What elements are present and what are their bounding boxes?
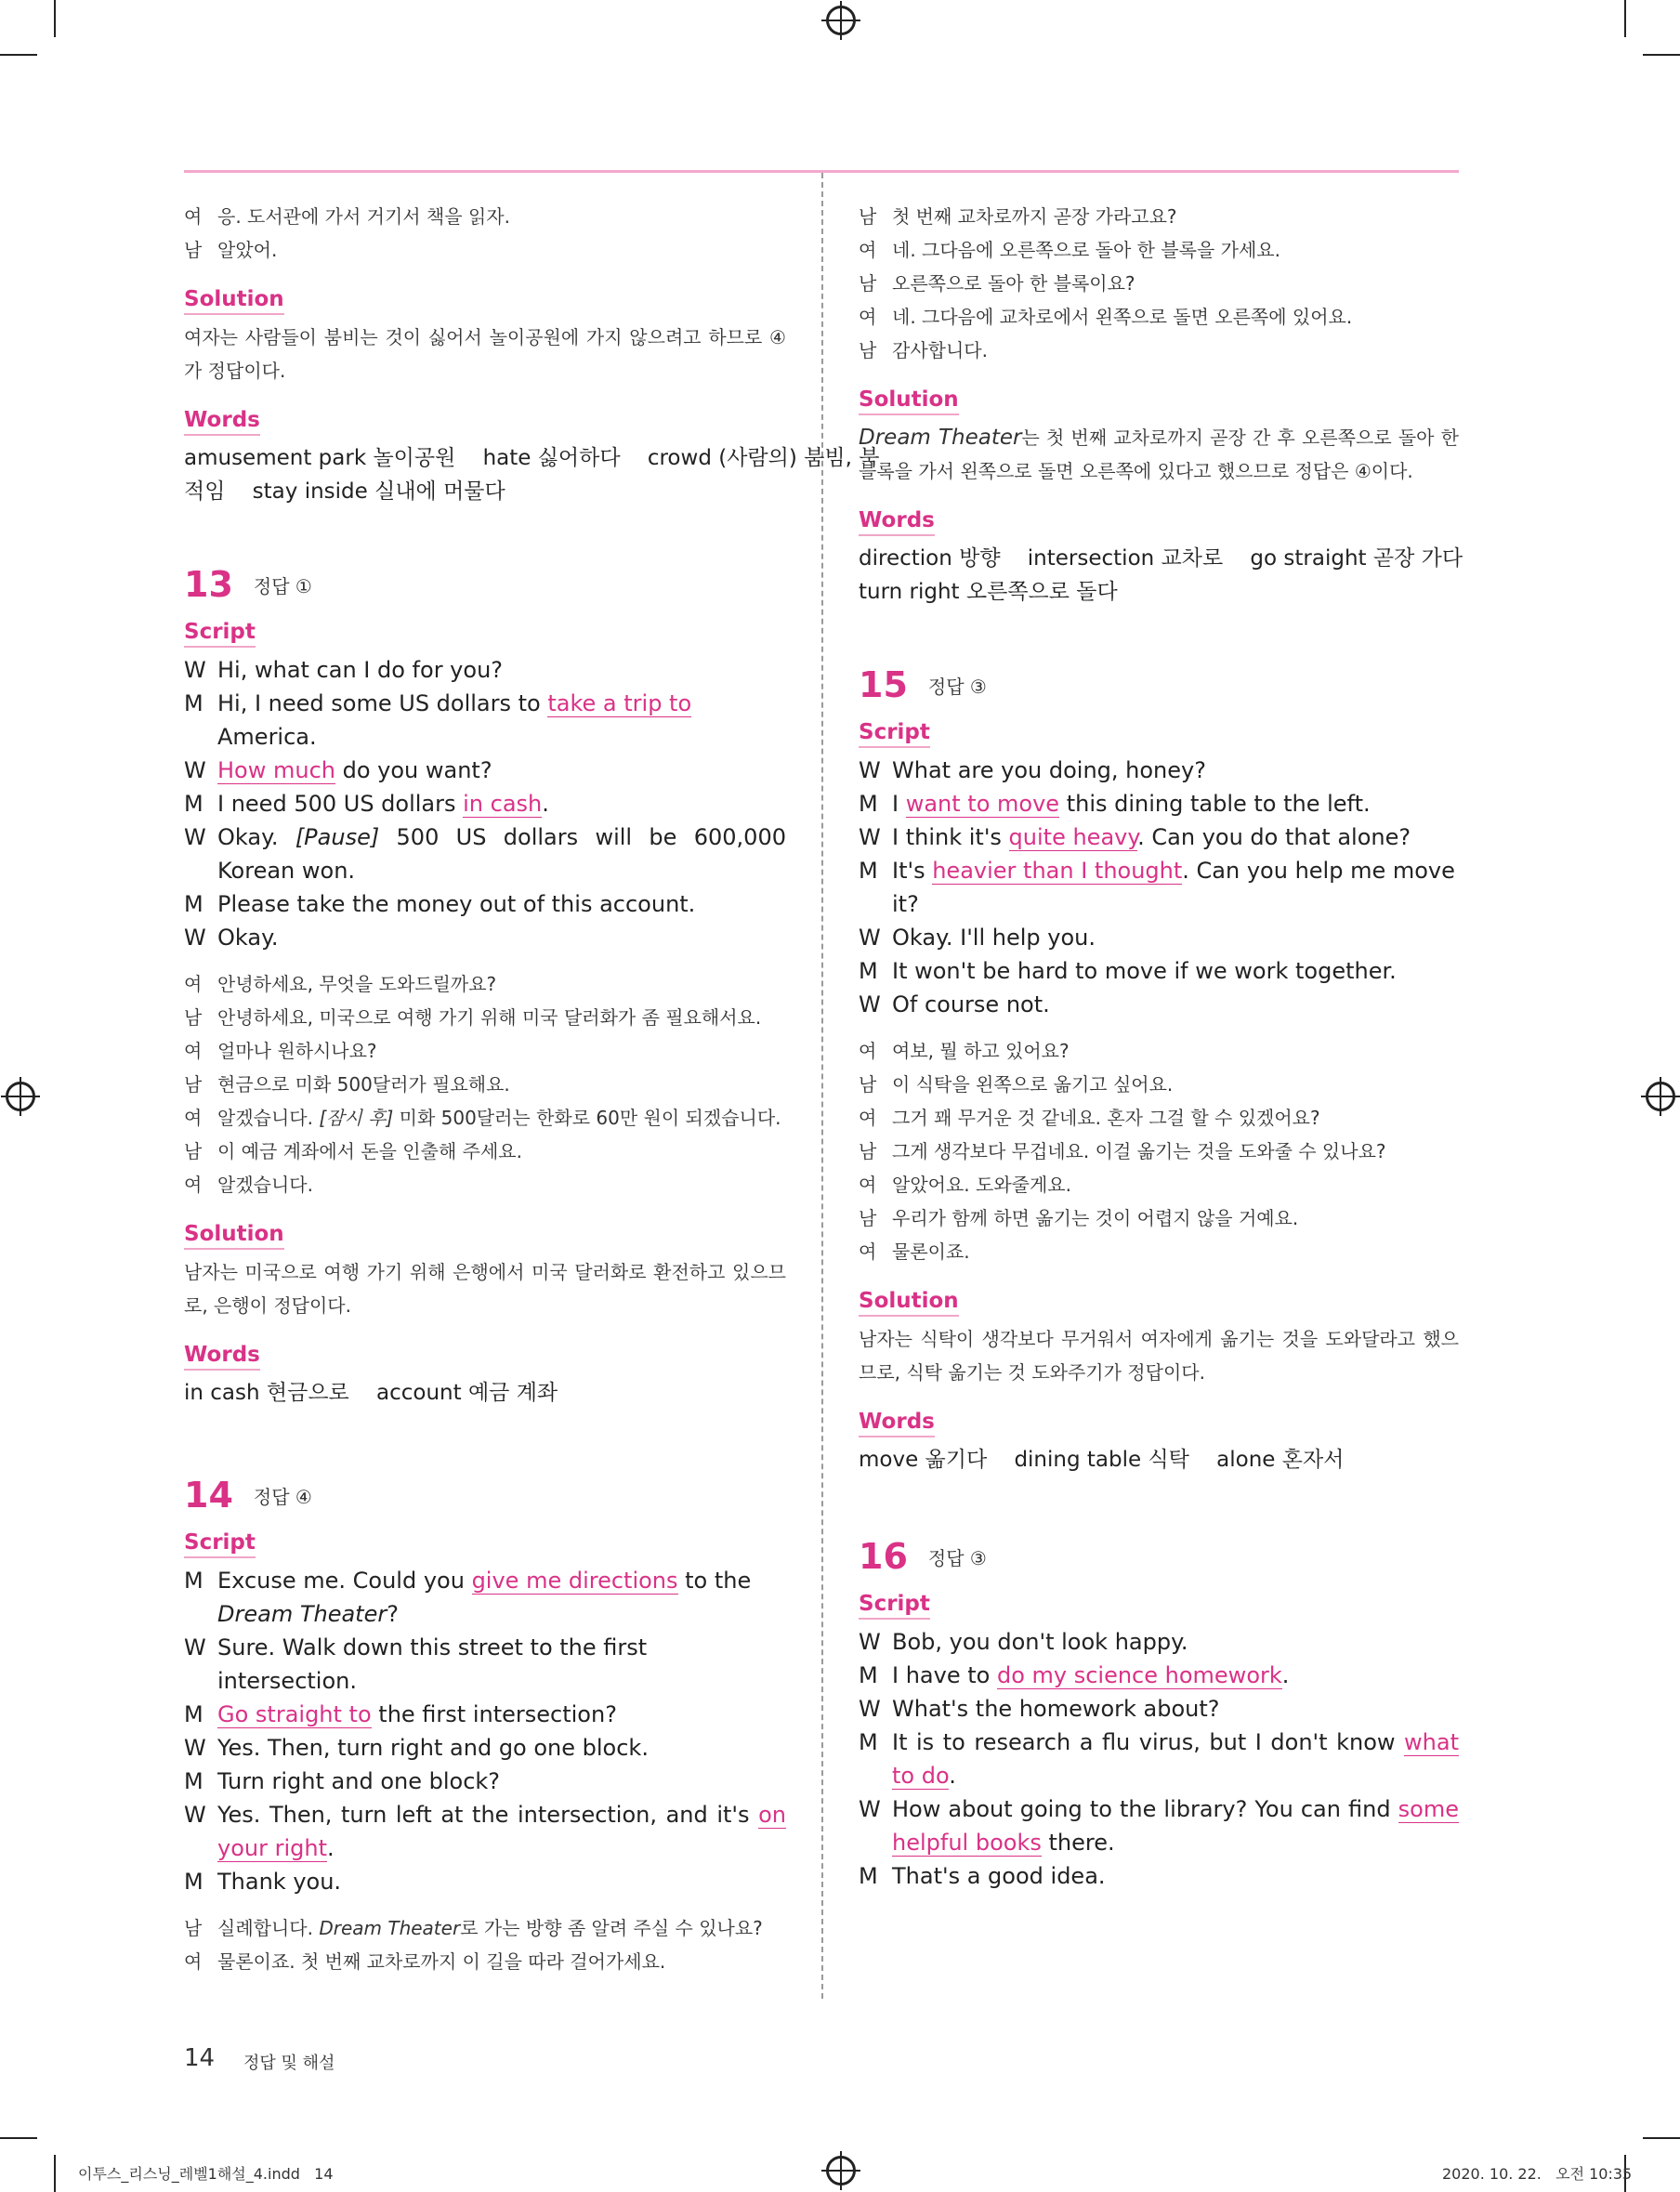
words-text: direction 방향 intersection 교차로 go straight 곧장 가다 turn right 오른쪽으로 돌다 bbox=[859, 546, 1463, 604]
translation-line: 남 그게 생각보다 무겁네요. 이걸 옮기는 것을 도와줄 수 있나요? bbox=[859, 1140, 1386, 1162]
script-line: W What's the homework about? bbox=[859, 1696, 1220, 1722]
script-line: W Yes. Then, turn right and go one block. bbox=[184, 1735, 649, 1761]
translation-line: 남 우리가 함께 하면 옮기는 것이 어렵지 않을 거예요. bbox=[859, 1207, 1299, 1229]
solution-text: 남자는 미국으로 여행 가기 위해 은행에서 미국 달러화로 환전하고 있으므로, 은행이 정답이다. bbox=[184, 1261, 786, 1317]
translation-line: 여 얼마나 원하시나요? bbox=[184, 1040, 377, 1062]
keyword-highlight: Go straight to bbox=[217, 1701, 372, 1727]
keyword-highlight: on your right bbox=[217, 1802, 786, 1861]
script-lines bbox=[184, 653, 786, 954]
answer-label: 정답 ① bbox=[253, 574, 312, 597]
script-heading: Script bbox=[859, 718, 930, 748]
question-16-header bbox=[859, 1529, 1459, 1584]
translation-line: 남 오른쪽으로 돌아 한 블록이요? bbox=[859, 272, 1135, 295]
answer-label: 정답 ③ bbox=[927, 675, 987, 698]
script-translation bbox=[184, 967, 786, 1201]
page-number: 14 bbox=[184, 2044, 216, 2072]
script-line: W How much do you want? bbox=[184, 757, 492, 783]
crop-mark bbox=[1643, 2137, 1680, 2139]
crop-mark bbox=[0, 54, 37, 56]
keyword-highlight: take a trip to bbox=[547, 690, 692, 716]
script-line: M Please take the money out of this account. bbox=[184, 891, 696, 917]
solution-heading: Solution bbox=[859, 386, 959, 415]
answer-label: 정답 ④ bbox=[253, 1485, 312, 1508]
translation-line: 여 알겠습니다. bbox=[184, 1174, 313, 1196]
intro-translation bbox=[184, 200, 786, 267]
right-column bbox=[859, 200, 1463, 1893]
script-line: W How about going to the library? You can find some helpful books there. bbox=[859, 1796, 1459, 1856]
script-line: W Hi, what can I do for you? bbox=[184, 657, 504, 683]
keyword-highlight: what to do bbox=[892, 1729, 1459, 1789]
script-line: M That's a good idea. bbox=[859, 1863, 1106, 1889]
keyword-highlight: quite heavy bbox=[1008, 824, 1138, 850]
translation-line: 남 실례합니다. Dream Theater로 가는 방향 좀 알려 주실 수 있나요? bbox=[184, 1917, 763, 1939]
question-15-header bbox=[859, 657, 1459, 713]
solution-heading: Solution bbox=[859, 1287, 959, 1317]
question-number: 13 bbox=[184, 564, 233, 605]
registration-mark-icon bbox=[826, 6, 856, 35]
keyword-highlight: give me directions bbox=[471, 1568, 678, 1594]
intro-translation bbox=[859, 200, 1459, 367]
script-translation bbox=[184, 1911, 786, 1978]
registration-mark-icon bbox=[1646, 1082, 1675, 1111]
translation-line: 여 그거 꽤 무거운 것 같네요. 혼자 그걸 할 수 있겠어요? bbox=[859, 1107, 1320, 1129]
translation-line: 여 응. 도서관에 가서 거기서 책을 읽자. bbox=[184, 205, 510, 228]
script-line: M Turn right and one block? bbox=[184, 1768, 501, 1794]
footer-section-label: 정답 및 해설 bbox=[243, 2054, 335, 2073]
script-line: W Bob, you don't look happy. bbox=[859, 1629, 1188, 1655]
words-heading: Words bbox=[184, 1341, 260, 1371]
translation-line: 여 물론이죠. 첫 번째 교차로까지 이 길을 따라 걸어가세요. bbox=[184, 1950, 666, 1973]
script-lines bbox=[184, 1564, 786, 1898]
crop-mark bbox=[1643, 54, 1680, 56]
script-line: M It is to research a flu virus, but I don't know what to do. bbox=[859, 1729, 1459, 1789]
crop-mark bbox=[1624, 0, 1626, 37]
script-line: W I think it's quite heavy. Can you do that alone? bbox=[859, 824, 1411, 850]
words-heading: Words bbox=[859, 506, 935, 536]
solution-text: Dream Theater는 첫 번째 교차로까지 곧장 간 후 오른쪽으로 돌아 한 블록을 가서 왼쪽으로 돌면 오른쪽에 있다고 했으므로 정답은 ④이다. bbox=[859, 426, 1459, 482]
translation-line: 남 이 식탁을 왼쪽으로 옮기고 싶어요. bbox=[859, 1073, 1174, 1096]
registration-mark-icon bbox=[6, 1082, 35, 1111]
translation-line: 여 알겠습니다. [잠시 후] 미화 500달러는 한화로 60만 원이 되겠습니다. bbox=[184, 1107, 781, 1129]
question-number: 16 bbox=[859, 1536, 908, 1577]
script-heading: Script bbox=[184, 618, 256, 648]
words-text: amusement park 놀이공원 hate 싫어하다 crowd (사람의) 붐빔, 북 적임 stay inside 실내에 머물다 bbox=[184, 446, 880, 504]
translation-line: 남 이 예금 계좌에서 돈을 인출해 주세요. bbox=[184, 1140, 522, 1162]
script-line: W Sure. Walk down this street to the first intersection. bbox=[184, 1634, 648, 1694]
keyword-highlight: How much bbox=[217, 757, 335, 783]
script-translation bbox=[859, 1034, 1459, 1268]
crop-mark bbox=[0, 2137, 37, 2139]
translation-line: 여 안녕하세요, 무엇을 도와드릴까요? bbox=[184, 973, 497, 995]
crop-mark bbox=[54, 2155, 56, 2192]
script-line: W Yes. Then, turn left at the intersection, and it's on your right. bbox=[184, 1802, 786, 1861]
translation-line: 남 알았어. bbox=[184, 239, 278, 261]
keyword-highlight: do my science homework bbox=[996, 1662, 1282, 1688]
script-line: M Hi, I need some US dollars to take a trip to America. bbox=[184, 690, 692, 750]
keyword-highlight: some helpful books bbox=[892, 1796, 1459, 1856]
translation-line: 남 첫 번째 교차로까지 곧장 가라고요? bbox=[859, 205, 1177, 228]
question-13-header bbox=[184, 557, 786, 612]
translation-line: 남 현금으로 미화 500달러가 필요해요. bbox=[184, 1073, 510, 1096]
script-line: M I need 500 US dollars in cash. bbox=[184, 791, 549, 817]
script-heading: Script bbox=[184, 1529, 256, 1558]
solution-text: 여자는 사람들이 붐비는 것이 싫어서 놀이공원에 가지 않으려고 하므로 ④가 정답이다. bbox=[184, 326, 786, 382]
crop-mark bbox=[54, 0, 56, 37]
script-line: W Okay. I'll help you. bbox=[859, 925, 1096, 951]
words-text: move 옮기다 dining table 식탁 alone 혼자서 bbox=[859, 1448, 1345, 1472]
script-line: M I have to do my science homework. bbox=[859, 1662, 1290, 1688]
question-number: 15 bbox=[859, 664, 908, 705]
words-text: in cash 현금으로 account 예금 계좌 bbox=[184, 1381, 558, 1405]
script-line: W What are you doing, honey? bbox=[859, 757, 1206, 783]
keyword-highlight: want to move bbox=[905, 791, 1060, 817]
registration-mark-icon bbox=[826, 2156, 856, 2185]
script-line: M I want to move this dining table to the left. bbox=[859, 791, 1371, 817]
translation-line: 여 물론이죠. bbox=[859, 1240, 970, 1263]
script-line: M Thank you. bbox=[184, 1869, 342, 1895]
script-lines bbox=[859, 1625, 1459, 1893]
answer-label: 정답 ③ bbox=[927, 1546, 987, 1569]
print-slug-file: 이투스_리스닝_레벨1해설_4.indd 14 bbox=[78, 2165, 334, 2183]
translation-line: 남 안녕하세요, 미국으로 여행 가기 위해 미국 달러화가 좀 필요해서요. bbox=[184, 1006, 762, 1029]
script-lines bbox=[859, 754, 1459, 1021]
question-14-header bbox=[184, 1467, 786, 1523]
translation-line: 여 알았어요. 도와줄게요. bbox=[859, 1174, 1071, 1196]
keyword-highlight: heavier than I thought bbox=[932, 858, 1183, 884]
words-heading: Words bbox=[859, 1408, 935, 1437]
words-heading: Words bbox=[184, 406, 260, 436]
script-line: M Excuse me. Could you give me directions to the Dream Theater? bbox=[184, 1568, 752, 1627]
solution-heading: Solution bbox=[184, 1220, 284, 1250]
script-line: M Go straight to the first intersection? bbox=[184, 1701, 617, 1727]
translation-line: 여 네. 그다음에 교차로에서 왼쪽으로 돌면 오른쪽에 있어요. bbox=[859, 306, 1353, 328]
solution-heading: Solution bbox=[184, 285, 284, 315]
keyword-highlight: in cash bbox=[463, 791, 543, 817]
script-heading: Script bbox=[859, 1590, 930, 1620]
translation-line: 여 네. 그다음에 오른쪽으로 돌아 한 블록을 가세요. bbox=[859, 239, 1280, 261]
script-line: W Of course not. bbox=[859, 991, 1050, 1017]
translation-line: 남 감사합니다. bbox=[859, 339, 988, 361]
script-line: M It's heavier than I thought. Can you help me move it? bbox=[859, 858, 1455, 917]
question-number: 14 bbox=[184, 1475, 233, 1516]
script-line: W Okay. [Pause] 500 US dollars will be 600,000 Korean won. bbox=[184, 824, 786, 884]
print-slug-date: 2020. 10. 22. 오전 10:35 bbox=[1442, 2165, 1633, 2183]
left-column bbox=[184, 200, 880, 1978]
script-line: M It won't be hard to move if we work together. bbox=[859, 958, 1397, 984]
script-line: W Okay. bbox=[184, 925, 279, 951]
translation-line: 여 여보, 뭘 하고 있어요? bbox=[859, 1040, 1070, 1062]
solution-text: 남자는 식탁이 생각보다 무거워서 여자에게 옮기는 것을 도와달라고 했으므로, 식탁 옮기는 것 도와주기가 정답이다. bbox=[859, 1328, 1459, 1384]
